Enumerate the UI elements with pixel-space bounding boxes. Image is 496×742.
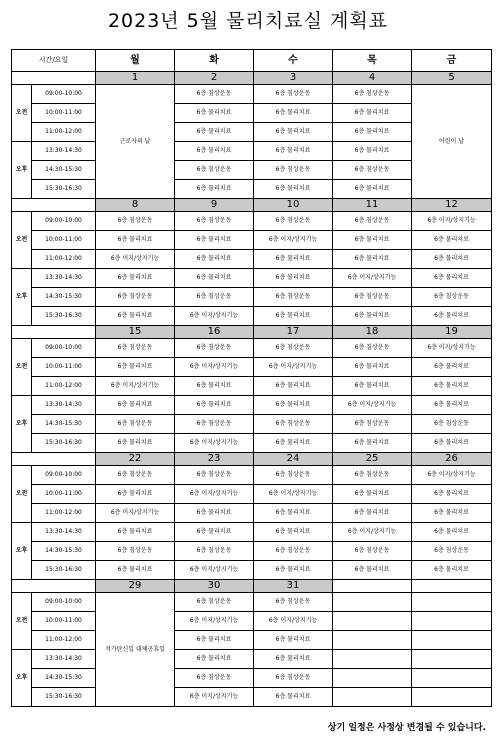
schedule-cell: 6층 물리치료 bbox=[175, 631, 254, 650]
schedule-cell: 6층 물리치료 bbox=[96, 396, 175, 415]
time-label: 13:30-14:30 bbox=[32, 523, 96, 542]
schedule-cell: 6층 물리치료 bbox=[333, 231, 412, 250]
schedule-cell: 6층 침상운동 bbox=[333, 85, 412, 104]
schedule-cell: 6층 물리치료 bbox=[254, 688, 333, 707]
schedule-cell: 6층 물리치료 bbox=[96, 561, 175, 580]
schedule-cell: 6층 물리치료 bbox=[254, 561, 333, 580]
schedule-cell: 6층 물리치료 bbox=[175, 504, 254, 523]
time-slot-row bbox=[12, 669, 492, 688]
schedule-cell: 6층 침상운동 bbox=[96, 415, 175, 434]
date-cell: 24 bbox=[254, 453, 333, 466]
schedule-cell: 6층 이지/상지기능 bbox=[254, 358, 333, 377]
time-label: 13:30-14:30 bbox=[32, 269, 96, 288]
schedule-cell: 6층 물리치료 bbox=[412, 358, 492, 377]
footer-note: 상기 일정은 사정상 변경될 수 있습니다. bbox=[327, 723, 486, 733]
schedule-cell: 6층 침상운동 bbox=[175, 85, 254, 104]
schedule-cell: 6층 이지/상지기능 bbox=[175, 307, 254, 326]
time-label: 13:30-14:30 bbox=[32, 650, 96, 669]
time-slot-row bbox=[12, 415, 492, 434]
schedule-cell bbox=[333, 631, 412, 650]
date-row bbox=[12, 72, 492, 85]
time-label: 09:00-10:00 bbox=[32, 593, 96, 612]
corner-label: 시간/요일 bbox=[12, 50, 96, 72]
schedule-cell bbox=[333, 593, 412, 612]
schedule-cell: 6층 침상운동 bbox=[175, 161, 254, 180]
time-label: 11:00-12:00 bbox=[32, 250, 96, 269]
time-slot-row bbox=[12, 358, 492, 377]
schedule-cell: 6층 물리치료 bbox=[175, 123, 254, 142]
date-row bbox=[12, 326, 492, 339]
time-slot-row bbox=[12, 523, 492, 542]
schedule-cell: 6층 이지/상지기능 bbox=[175, 561, 254, 580]
schedule-cell: 6층 침상운동 bbox=[175, 593, 254, 612]
time-label: 11:00-12:00 bbox=[32, 377, 96, 396]
schedule-cell: 6층 물리치료 bbox=[333, 377, 412, 396]
time-slot-row bbox=[12, 396, 492, 415]
time-label: 09:00-10:00 bbox=[32, 85, 96, 104]
schedule-cell: 6층 침상운동 bbox=[96, 288, 175, 307]
date-cell bbox=[333, 580, 412, 593]
schedule-cell: 6층 침상운동 bbox=[412, 288, 492, 307]
date-cell: 4 bbox=[333, 72, 412, 85]
schedule-cell bbox=[412, 593, 492, 612]
holiday-cell: 어린이 날 bbox=[412, 85, 492, 199]
schedule-cell: 6층 물리치료 bbox=[175, 269, 254, 288]
schedule-cell bbox=[412, 612, 492, 631]
schedule-cell: 6층 침상운동 bbox=[254, 85, 333, 104]
schedule-cell: 6층 물리치료 bbox=[254, 307, 333, 326]
schedule-cell: 6층 침상운동 bbox=[175, 542, 254, 561]
time-slot-row bbox=[12, 434, 492, 453]
schedule-cell: 6층 이지/상지기능 bbox=[175, 434, 254, 453]
time-label: 13:30-14:30 bbox=[32, 396, 96, 415]
schedule-cell: 6층 물리치료 bbox=[333, 307, 412, 326]
date-row bbox=[12, 580, 492, 593]
schedule-cell: 6층 물리치료 bbox=[175, 180, 254, 199]
date-row-spacer bbox=[12, 199, 96, 212]
schedule-cell bbox=[412, 650, 492, 669]
time-label: 10:00-11:00 bbox=[32, 485, 96, 504]
schedule-cell: 6층 침상운동 bbox=[96, 542, 175, 561]
am-label: 오전 bbox=[12, 339, 32, 396]
schedule-cell: 6층 물리치료 bbox=[254, 504, 333, 523]
weekday-header-fri: 금 bbox=[412, 50, 492, 72]
schedule-cell: 6층 물리치료 bbox=[96, 523, 175, 542]
schedule-cell: 6층 물리치료 bbox=[96, 307, 175, 326]
time-slot-row bbox=[12, 85, 492, 104]
schedule-cell: 6층 물리치료 bbox=[333, 123, 412, 142]
pm-label: 오후 bbox=[12, 142, 32, 199]
schedule-cell: 6층 물리치료 bbox=[412, 485, 492, 504]
schedule-cell: 6층 물리치료 bbox=[254, 180, 333, 199]
time-slot-row bbox=[12, 212, 492, 231]
schedule-cell: 6층 물리치료 bbox=[333, 142, 412, 161]
weekday-header-wed: 수 bbox=[254, 50, 333, 72]
schedule-cell: 6층 물리치료 bbox=[254, 377, 333, 396]
schedule-cell: 6층 물리치료 bbox=[254, 523, 333, 542]
holiday-cell: 근로자의 날 bbox=[96, 85, 175, 199]
date-cell: 30 bbox=[175, 580, 254, 593]
date-cell: 12 bbox=[412, 199, 492, 212]
page-title: 2023년 5월 물리치료실 계획표 bbox=[107, 10, 389, 32]
schedule-cell: 6층 물리치료 bbox=[96, 434, 175, 453]
time-label: 10:00-11:00 bbox=[32, 612, 96, 631]
schedule-cell: 6층 물리치료 bbox=[175, 142, 254, 161]
date-cell: 9 bbox=[175, 199, 254, 212]
schedule-cell: 6층 침상운동 bbox=[412, 415, 492, 434]
date-row-spacer bbox=[12, 580, 96, 593]
schedule-cell: 6층 물리치료 bbox=[412, 231, 492, 250]
schedule-cell: 6층 물리치료 bbox=[96, 231, 175, 250]
time-label: 11:00-12:00 bbox=[32, 631, 96, 650]
schedule-cell: 6층 물리치료 bbox=[175, 104, 254, 123]
date-row bbox=[12, 453, 492, 466]
time-slot-row bbox=[12, 561, 492, 580]
time-label: 14:30-15:30 bbox=[32, 161, 96, 180]
date-cell: 23 bbox=[175, 453, 254, 466]
schedule-cell: 6층 물리치료 bbox=[254, 631, 333, 650]
schedule-cell: 6층 물리치료 bbox=[412, 523, 492, 542]
time-label: 11:00-12:00 bbox=[32, 123, 96, 142]
schedule-cell: 6층 이지/상지기능 bbox=[175, 358, 254, 377]
schedule-cell: 6층 이지/상지기능 bbox=[254, 485, 333, 504]
date-cell: 17 bbox=[254, 326, 333, 339]
date-cell: 3 bbox=[254, 72, 333, 85]
schedule-cell: 6층 침상운동 bbox=[333, 161, 412, 180]
am-label: 오전 bbox=[12, 466, 32, 523]
date-cell: 25 bbox=[333, 453, 412, 466]
schedule-body bbox=[12, 50, 492, 707]
schedule-cell: 6층 침상운동 bbox=[254, 161, 333, 180]
date-row bbox=[12, 199, 492, 212]
date-row-spacer bbox=[12, 326, 96, 339]
schedule-cell: 6층 침상운동 bbox=[333, 212, 412, 231]
schedule-cell: 6층 침상운동 bbox=[175, 415, 254, 434]
date-cell: 29 bbox=[96, 580, 175, 593]
date-cell: 15 bbox=[96, 326, 175, 339]
date-cell: 18 bbox=[333, 326, 412, 339]
pm-label: 오후 bbox=[12, 650, 32, 707]
schedule-cell: 6층 이지/상지기능 bbox=[412, 466, 492, 485]
time-label: 14:30-15:30 bbox=[32, 669, 96, 688]
time-slot-row bbox=[12, 542, 492, 561]
schedule-cell bbox=[412, 688, 492, 707]
time-label: 10:00-11:00 bbox=[32, 104, 96, 123]
schedule-cell: 6층 물리치료 bbox=[175, 231, 254, 250]
schedule-cell: 6층 물리치료 bbox=[333, 358, 412, 377]
holiday-cell: 석가탄신일 대체공휴일 bbox=[96, 593, 175, 707]
date-cell: 2 bbox=[175, 72, 254, 85]
time-slot-row bbox=[12, 485, 492, 504]
am-label: 오전 bbox=[12, 212, 32, 269]
time-label: 15:30-16:30 bbox=[32, 561, 96, 580]
time-slot-row bbox=[12, 250, 492, 269]
schedule-cell: 6층 침상운동 bbox=[96, 339, 175, 358]
schedule-cell: 6층 물리치료 bbox=[254, 142, 333, 161]
schedule-cell: 6층 물리치료 bbox=[254, 434, 333, 453]
schedule-cell: 6층 침상운동 bbox=[254, 466, 333, 485]
schedule-cell: 6층 침상운동 bbox=[254, 593, 333, 612]
pm-label: 오후 bbox=[12, 523, 32, 580]
schedule-cell: 6층 물리치료 bbox=[254, 650, 333, 669]
schedule-cell: 6층 물리치료 bbox=[412, 396, 492, 415]
pm-label: 오후 bbox=[12, 396, 32, 453]
schedule-cell: 6층 물리치료 bbox=[254, 396, 333, 415]
time-label: 09:00-10:00 bbox=[32, 339, 96, 358]
date-cell: 1 bbox=[96, 72, 175, 85]
schedule-cell: 6층 이지/상지기능 bbox=[333, 269, 412, 288]
schedule-cell: 6층 침상운동 bbox=[175, 339, 254, 358]
schedule-cell: 6층 침상운동 bbox=[96, 466, 175, 485]
time-slot-row bbox=[12, 307, 492, 326]
schedule-cell: 6층 침상운동 bbox=[412, 542, 492, 561]
schedule-cell: 6층 물리치료 bbox=[412, 269, 492, 288]
time-slot-row bbox=[12, 593, 492, 612]
time-label: 09:00-10:00 bbox=[32, 466, 96, 485]
schedule-cell: 6층 이지/상지기능 bbox=[333, 523, 412, 542]
schedule-cell: 6층 이지/상지기능 bbox=[254, 231, 333, 250]
time-label: 14:30-15:30 bbox=[32, 415, 96, 434]
date-cell: 19 bbox=[412, 326, 492, 339]
schedule-cell: 6층 물리치료 bbox=[333, 250, 412, 269]
schedule-cell: 6층 물리치료 bbox=[412, 377, 492, 396]
schedule-cell bbox=[412, 631, 492, 650]
header-row bbox=[12, 50, 492, 72]
date-cell: 31 bbox=[254, 580, 333, 593]
schedule-cell: 6층 침상운동 bbox=[254, 669, 333, 688]
time-label: 09:00-10:00 bbox=[32, 212, 96, 231]
time-slot-row bbox=[12, 631, 492, 650]
time-label: 15:30-16:30 bbox=[32, 434, 96, 453]
schedule-cell: 6층 이지/상지기능 bbox=[412, 212, 492, 231]
schedule-cell: 6층 물리치료 bbox=[254, 250, 333, 269]
schedule-cell: 6층 침상운동 bbox=[175, 669, 254, 688]
schedule-cell: 6층 물리치료 bbox=[412, 504, 492, 523]
schedule-cell: 6층 침상운동 bbox=[333, 415, 412, 434]
date-cell: 10 bbox=[254, 199, 333, 212]
time-label: 13:30-14:30 bbox=[32, 142, 96, 161]
weekday-header-tue: 화 bbox=[175, 50, 254, 72]
schedule-cell: 6층 물리치료 bbox=[175, 396, 254, 415]
schedule-cell: 6층 물리치료 bbox=[333, 485, 412, 504]
time-label: 11:00-12:00 bbox=[32, 504, 96, 523]
time-label: 14:30-15:30 bbox=[32, 288, 96, 307]
time-label: 10:00-11:00 bbox=[32, 231, 96, 250]
schedule-cell: 6층 이지/상지기능 bbox=[96, 504, 175, 523]
schedule-cell: 6층 침상운동 bbox=[333, 466, 412, 485]
time-slot-row bbox=[12, 269, 492, 288]
time-slot-row bbox=[12, 231, 492, 250]
time-slot-row bbox=[12, 612, 492, 631]
date-cell: 5 bbox=[412, 72, 492, 85]
schedule-cell bbox=[412, 669, 492, 688]
schedule-cell: 6층 물리치료 bbox=[412, 307, 492, 326]
schedule-cell: 6층 물리치료 bbox=[333, 434, 412, 453]
schedule-table bbox=[11, 49, 492, 707]
schedule-cell: 6층 물리치료 bbox=[333, 180, 412, 199]
schedule-cell bbox=[333, 669, 412, 688]
date-cell bbox=[412, 580, 492, 593]
schedule-cell: 6층 이지/상지기능 bbox=[254, 612, 333, 631]
am-label: 오전 bbox=[12, 593, 32, 650]
schedule-cell: 6층 물리치료 bbox=[175, 250, 254, 269]
pm-label: 오후 bbox=[12, 269, 32, 326]
schedule-cell: 6층 이지/상지기능 bbox=[175, 485, 254, 504]
time-slot-row bbox=[12, 339, 492, 358]
schedule-cell: 6층 침상운동 bbox=[96, 212, 175, 231]
date-cell: 11 bbox=[333, 199, 412, 212]
schedule-cell: 6층 물리치료 bbox=[254, 269, 333, 288]
date-cell: 16 bbox=[175, 326, 254, 339]
schedule-cell: 6층 이지/상지기능 bbox=[412, 339, 492, 358]
schedule-cell bbox=[333, 650, 412, 669]
time-slot-row bbox=[12, 688, 492, 707]
schedule-cell: 6층 물리치료 bbox=[254, 104, 333, 123]
date-cell: 8 bbox=[96, 199, 175, 212]
time-label: 15:30-16:30 bbox=[32, 180, 96, 199]
date-row-spacer bbox=[12, 453, 96, 466]
schedule-cell: 6층 물리치료 bbox=[96, 485, 175, 504]
schedule-cell bbox=[333, 688, 412, 707]
schedule-cell: 6층 침상운동 bbox=[175, 288, 254, 307]
time-slot-row bbox=[12, 504, 492, 523]
schedule-cell: 6층 침상운동 bbox=[175, 212, 254, 231]
schedule-cell: 6층 침상운동 bbox=[254, 542, 333, 561]
schedule-cell: 6층 물리치료 bbox=[175, 650, 254, 669]
time-label: 15:30-16:30 bbox=[32, 307, 96, 326]
schedule-cell: 6층 침상운동 bbox=[175, 466, 254, 485]
schedule-cell: 6층 이지/상지기능 bbox=[96, 250, 175, 269]
schedule-cell: 6층 물리치료 bbox=[175, 377, 254, 396]
schedule-cell: 6층 물리치료 bbox=[175, 523, 254, 542]
schedule-cell: 6층 물리치료 bbox=[333, 504, 412, 523]
schedule-cell: 6층 침상운동 bbox=[333, 288, 412, 307]
date-cell: 22 bbox=[96, 453, 175, 466]
time-slot-row bbox=[12, 288, 492, 307]
date-cell: 26 bbox=[412, 453, 492, 466]
time-slot-row bbox=[12, 650, 492, 669]
date-row-spacer bbox=[12, 72, 96, 85]
schedule-cell: 6층 물리치료 bbox=[412, 434, 492, 453]
schedule-cell: 6층 침상운동 bbox=[333, 542, 412, 561]
schedule-cell: 6층 침상운동 bbox=[254, 288, 333, 307]
time-slot-row bbox=[12, 466, 492, 485]
schedule-cell: 6층 물리치료 bbox=[333, 104, 412, 123]
schedule-cell: 6층 이지/상지기능 bbox=[175, 612, 254, 631]
weekday-header-mon: 월 bbox=[96, 50, 175, 72]
schedule-cell: 6층 물리치료 bbox=[412, 250, 492, 269]
time-label: 14:30-15:30 bbox=[32, 542, 96, 561]
schedule-cell: 6층 침상운동 bbox=[333, 339, 412, 358]
schedule-cell: 6층 물리치료 bbox=[412, 561, 492, 580]
schedule-cell: 6층 물리치료 bbox=[333, 561, 412, 580]
schedule-cell: 6층 이지/상지기능 bbox=[333, 396, 412, 415]
schedule-cell: 6층 물리치료 bbox=[96, 269, 175, 288]
time-label: 15:30-16:30 bbox=[32, 688, 96, 707]
am-label: 오전 bbox=[12, 85, 32, 142]
schedule-cell: 6층 침상운동 bbox=[254, 212, 333, 231]
schedule-cell: 6층 침상운동 bbox=[254, 415, 333, 434]
weekday-header-thu: 목 bbox=[333, 50, 412, 72]
time-label: 10:00-11:00 bbox=[32, 358, 96, 377]
schedule-cell: 6층 침상운동 bbox=[254, 339, 333, 358]
schedule-cell: 6층 이지/상지기능 bbox=[175, 688, 254, 707]
schedule-cell bbox=[333, 612, 412, 631]
schedule-cell: 6층 이지/상지기능 bbox=[96, 377, 175, 396]
schedule-cell: 6층 물리치료 bbox=[254, 123, 333, 142]
time-slot-row bbox=[12, 377, 492, 396]
schedule-cell: 6층 물리치료 bbox=[96, 358, 175, 377]
